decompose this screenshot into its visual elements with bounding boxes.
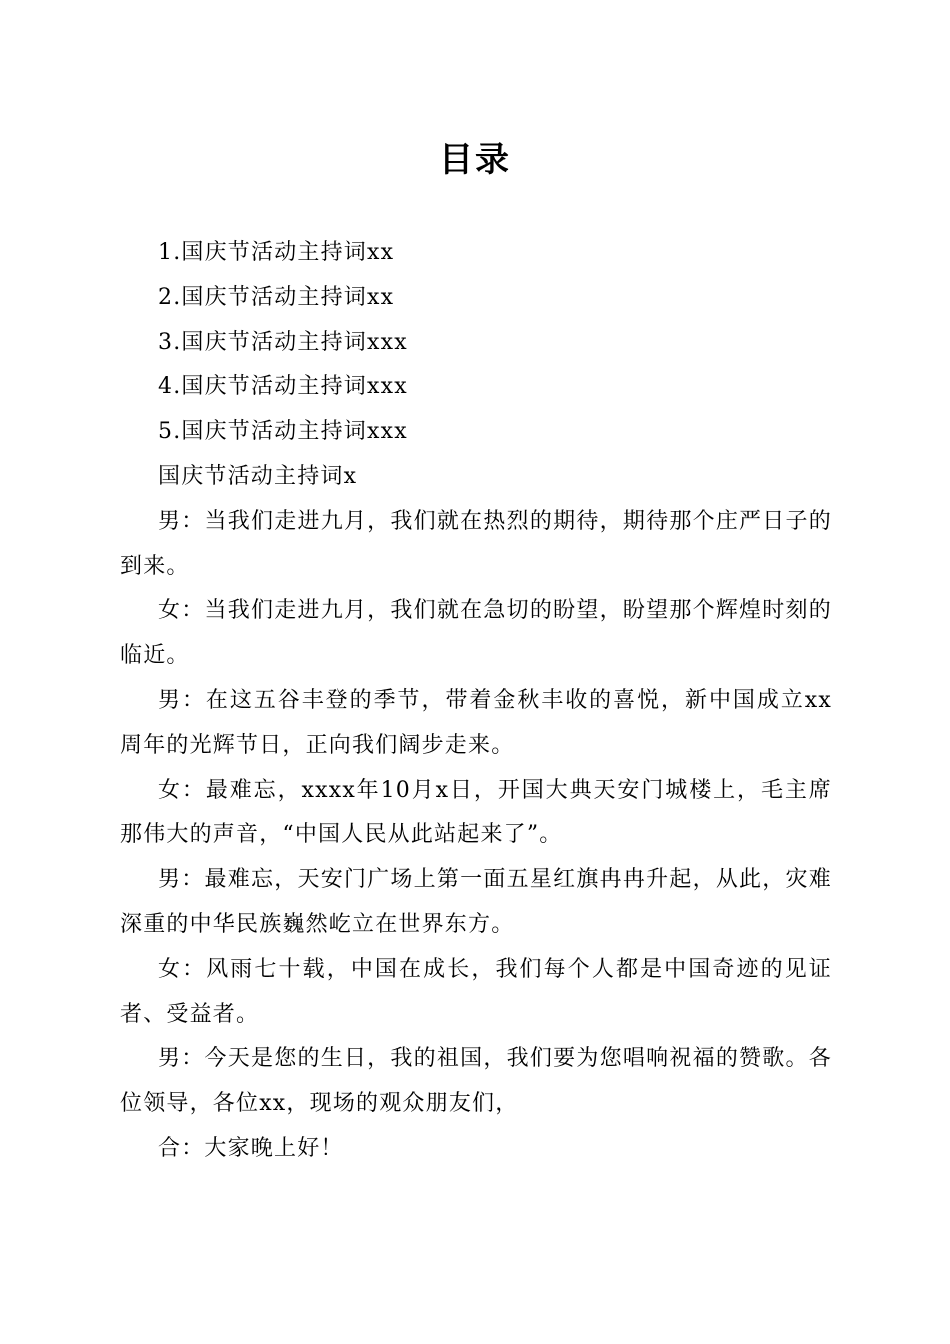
- paragraph: 女：最难忘，xxxx年10月x日，开国大典天安门城楼上，毛主席那伟大的声音，“中国人民从此站起来了”。: [120, 777, 832, 848]
- document-title: 目录: [439, 140, 511, 180]
- toc-item-3: 3.国庆节活动主持词xxx: [158, 329, 408, 355]
- toc-item-4: 4.国庆节活动主持词xxx: [158, 374, 408, 400]
- document-body: [120, 231, 832, 1172]
- section-title: 国庆节活动主持词x: [158, 463, 358, 489]
- toc-item-1: 1.国庆节活动主持词xx: [158, 240, 395, 265]
- paragraph: 女：风雨七十载，中国在成长，我们每个人都是中国奇迹的见证者、受益者。: [120, 956, 832, 1027]
- toc-item-2: 2.国庆节活动主持词xx: [158, 284, 395, 310]
- paragraph: 男：最难忘，天安门广场上第一面五星红旗冉冉升起，从此，灾难深重的中华民族巍然屹立在世界东方。: [120, 867, 832, 937]
- paragraph: 女：当我们走进九月，我们就在急切的盼望，盼望那个辉煌时刻的临近。: [120, 598, 832, 669]
- paragraph: 男：今天是您的生日，我的祖国，我们要为您唱响祝福的赞歌。各位领导，各位xx，现场的观众朋友们，: [120, 1046, 832, 1117]
- paragraph: 男：在这五谷丰登的季节，带着金秋丰收的喜悦，新中国成立xx周年的光辉节日，正向我们阔步走来。: [120, 687, 832, 758]
- toc-item-5: 5.国庆节活动主持词xxx: [158, 419, 408, 445]
- paragraph: 合：大家晚上好！: [158, 1135, 344, 1161]
- table-of-contents: [120, 231, 832, 455]
- paragraph: 男：当我们走进九月，我们就在热烈的期待，期待那个庄严日子的到来。: [120, 508, 832, 579]
